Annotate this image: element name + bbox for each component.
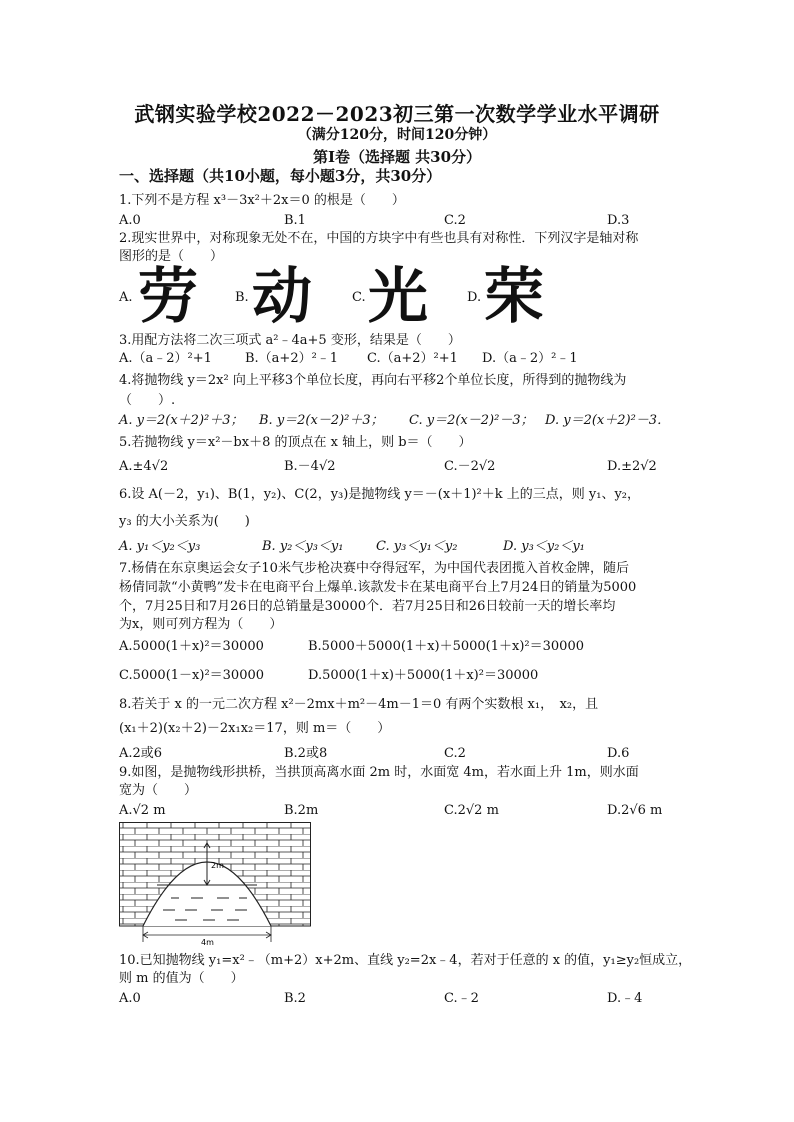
question-7-text: 7.杨倩在东京奥运会女子10米气步枪决赛中夺得冠军，为中国代表团揽入首枚金牌，随后	[119, 561, 629, 576]
q5-option-a[interactable]: A.±4√2	[119, 459, 169, 474]
q2-option-c-label[interactable]: C.	[352, 290, 366, 305]
question-8-options	[119, 745, 679, 765]
question-10-options	[119, 990, 679, 1010]
question-6-text-cont: y₃ 的大小关系为( )	[119, 514, 250, 529]
question-5-options	[119, 458, 679, 478]
q5-option-c[interactable]: C.－2√2	[444, 459, 496, 474]
q2-character-c[interactable]: 光	[368, 262, 428, 332]
q2-character-d[interactable]: 荣	[484, 262, 544, 332]
question-8-text: 8.若关于 x 的一元二次方程 x²－2mx＋m²－4m－1＝0 有两个实数根 x₁， x₂，且	[119, 697, 599, 712]
q3-option-b[interactable]: B.（a+2）²﹣1	[245, 351, 339, 366]
q1-option-a[interactable]: A.0	[119, 213, 141, 228]
question-1-text: 1.下列不是方程 x³－3x²＋2x＝0 的根是（ ）	[119, 193, 405, 208]
q7-option-b[interactable]: B.5000＋5000(1＋x)＋5000(1＋x)²＝30000	[308, 639, 584, 654]
question-6-text: 6.设 A(－2，y₁)、B(1，y₂)、C(2，y₃)是抛物线 y＝－(x＋1)²＋k 上的三点，则 y₁、y₂，	[119, 487, 641, 502]
q8-option-d[interactable]: D.6	[607, 746, 630, 761]
exam-title: 武钢实验学校2022－2023初三第一次数学学业水平调研	[134, 102, 660, 126]
q9-option-a[interactable]: A.√2 m	[119, 803, 166, 818]
exam-part-heading: 第Ⅰ卷（选择题 共30分）	[312, 148, 482, 166]
question-9-options	[119, 802, 679, 822]
q3-option-a[interactable]: A.（a﹣2）²+1	[119, 351, 212, 366]
question-6-options	[119, 538, 679, 558]
q5-option-d[interactable]: D.±2√2	[607, 459, 657, 474]
q10-option-c[interactable]: C.﹣2	[444, 991, 479, 1006]
q9-option-d[interactable]: D.2√6 m	[607, 803, 663, 818]
q6-option-b[interactable]: B. y₂＜y₃＜y₁	[262, 539, 344, 554]
q7-option-d[interactable]: D.5000(1＋x)＋5000(1＋x)²＝30000	[308, 668, 539, 683]
question-7-options-row-1	[119, 638, 679, 658]
section-heading: 一、选择题（共10小题，每小题3分，共30分）	[119, 167, 442, 185]
q10-option-a[interactable]: A.0	[119, 991, 141, 1006]
q3-option-c[interactable]: C.（a+2）²+1	[367, 351, 458, 366]
q1-option-c[interactable]: C.2	[444, 213, 466, 228]
question-2-text: 2.现实世界中，对称现象无处不在，中国的方块字中有些也具有对称性．下列汉字是轴对称	[119, 231, 639, 246]
exam-subtitle: （满分120分，时间120分钟）	[297, 127, 497, 143]
question-7-text-3: 个，7月25日和7月26日的总销量是30000个．若7月25日和26日较前一天的增长率均	[119, 599, 616, 614]
q1-option-d[interactable]: D.3	[607, 213, 630, 228]
question-4-text: 4.将抛物线 y＝2x² 向上平移3个单位长度，再向右平移2个单位长度，所得到的抛物线为	[119, 373, 627, 388]
q8-option-b[interactable]: B.2或8	[284, 746, 328, 761]
width-label: 4m	[201, 938, 214, 947]
q7-option-a[interactable]: A.5000(1＋x)²＝30000	[119, 639, 264, 654]
q9-option-c[interactable]: C.2√2 m	[444, 803, 499, 818]
q2-option-b-label[interactable]: B.	[235, 290, 249, 305]
q6-option-d[interactable]: D. y₃＜y₂＜y₁	[503, 539, 585, 554]
question-2-text-cont: 图形的是（ ）	[119, 249, 224, 264]
arch-bridge-figure	[119, 822, 311, 948]
question-8-text-cont: (x₁＋2)(x₂＋2)－2x₁x₂＝17，则 m＝（ ）	[119, 721, 391, 736]
q8-option-c[interactable]: C.2	[444, 746, 466, 761]
question-7-text-2: 杨倩同款“小黄鸭”发卡在电商平台上爆单.该款发卡在某电商平台上7月24日的销量为5000	[119, 580, 637, 595]
q6-option-a[interactable]: A. y₁＜y₂＜y₃	[119, 539, 201, 554]
question-9-text-cont: 宽为（ ）	[119, 783, 198, 798]
question-4-options	[119, 412, 679, 432]
question-10-text: 10.已知抛物线 y₁=x²﹣（m+2）x+2m、直线 y₂=2x﹣4，若对于任意的 x 的值，y₁≥y₂恒成立，	[119, 953, 692, 968]
q3-option-d[interactable]: D.（a﹣2）²﹣1	[482, 351, 578, 366]
question-3-options	[119, 350, 679, 370]
q9-option-b[interactable]: B.2m	[284, 803, 319, 818]
q1-option-b[interactable]: B.1	[284, 213, 306, 228]
q8-option-a[interactable]: A.2或6	[119, 746, 163, 761]
q4-option-c[interactable]: C. y＝2(x－2)²－3；	[409, 413, 534, 428]
q10-option-b[interactable]: B.2	[284, 991, 306, 1006]
q2-character-b[interactable]: 动	[252, 262, 312, 332]
q4-option-d[interactable]: D. y＝2(x＋2)²－3．	[545, 413, 671, 428]
question-3-text: 3.用配方法将二次三项式 a²﹣4a+5 变形，结果是（ ）	[119, 333, 461, 348]
q2-option-d-label[interactable]: D.	[467, 290, 482, 305]
q6-option-c[interactable]: C. y₃＜y₁＜y₂	[376, 539, 458, 554]
q4-option-a[interactable]: A. y＝2(x＋2)²＋3；	[119, 413, 244, 428]
question-7-options-row-2	[119, 667, 679, 687]
q2-character-a[interactable]: 劳	[138, 262, 198, 332]
question-5-text: 5.若抛物线 y＝x²－bx＋8 的顶点在 x 轴上，则 b＝（ ）	[119, 435, 472, 450]
q10-option-d[interactable]: D.﹣4	[607, 991, 643, 1006]
q7-option-c[interactable]: C.5000(1－x)²＝30000	[119, 668, 265, 683]
question-1-options	[119, 212, 679, 232]
q4-option-b[interactable]: B. y＝2(x－2)²＋3；	[259, 413, 384, 428]
height-label: 2m	[211, 861, 224, 870]
question-7-text-4: 为x，则可列方程为（ ）	[119, 617, 283, 632]
q2-option-a-label[interactable]: A.	[119, 290, 133, 305]
q5-option-b[interactable]: B.－4√2	[284, 459, 336, 474]
question-4-text-cont: （ ）.	[119, 393, 176, 408]
question-10-text-cont: 则 m 的值为（ ）	[119, 971, 244, 986]
question-9-text: 9.如图，是抛物线形拱桥，当拱顶高离水面 2m 时，水面宽 4m，若水面上升 1m，则水面	[119, 765, 639, 780]
